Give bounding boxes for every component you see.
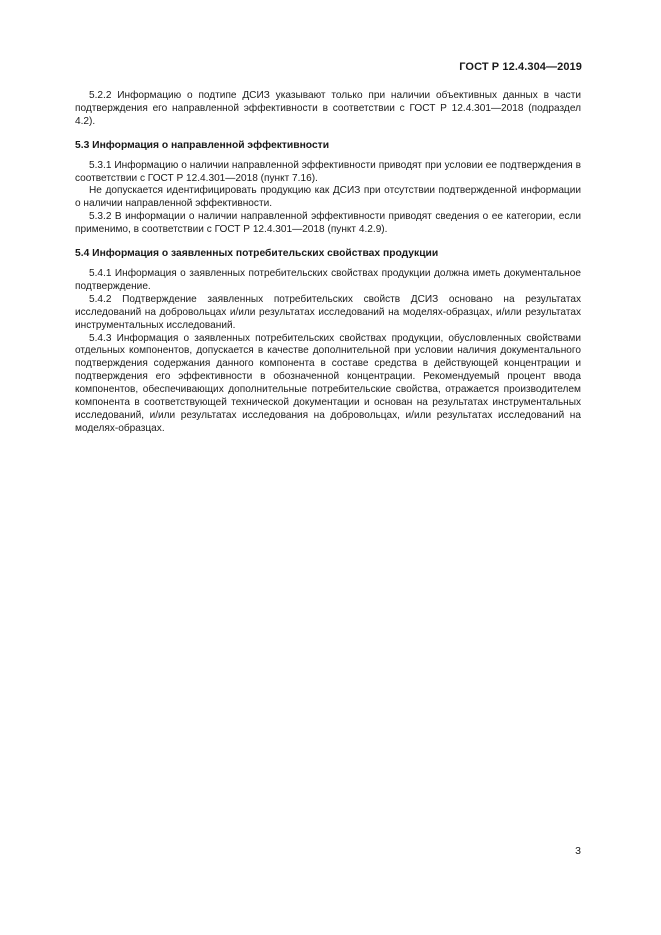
paragraph-5-2-2: 5.2.2 Информацию о подтипе ДСИЗ указывают только при наличии объективных данных в части подтверждения его направленной эффективности в соответствии с ГОСТ Р 12.4.301—2018 (подраздел 4.2). — [75, 90, 581, 127]
page-content — [75, 90, 581, 436]
document-code: ГОСТ Р 12.4.304—2019 — [459, 61, 582, 73]
paragraph-5-4-1: 5.4.1 Информация о заявленных потребительских свойствах продукции должна иметь документальное подтверждение. — [75, 267, 581, 292]
section-title-5-4: 5.4 Информация о заявленных потребительских свойствах продукции — [75, 248, 439, 260]
paragraph-5-3-2: 5.3.2 В информации о наличии направленной эффективности приводят сведения о ее категории, если применимо, в соответствии с ГОСТ Р 12.4.301—2018 (пункт 4.2.9). — [75, 211, 581, 236]
paragraph-5-4-2: 5.4.2 Подтверждение заявленных потребительских свойств ДСИЗ основано на результатах исследований на добровольцах и/или результатах исследований на моделях-образцах, и/или результатах инструментальных исследований. — [75, 293, 581, 331]
section-title-5-3: 5.3 Информация о направленной эффективности — [75, 139, 330, 151]
paragraph-5-3-1-continued: Не допускается идентифицировать продукцию как ДСИЗ при отсутствии подтвержденной информации о наличии направленной эффективности. — [75, 185, 581, 210]
page-number: 3 — [575, 845, 581, 857]
paragraph-5-4-3: 5.4.3 Информация о заявленных потребительских свойствах продукции, обусловленных свойствами отдельных компонентов, допускается в качестве дополнительной при условии наличия документального подтверждения содержания данного компонента в составе средства в действующей концентрации и подтверждения его эффективности в обозначенной концентрации. Рекомендуемый процент ввода компонентов, обеспечивающих дополнительные потребительские свойства, отражается производителем компонента в соответствующей технической документации и основан на результатах инструментальных исследований, и/или результатах исследования на добровольцах, и/или результатах исследований на моделях-образцах. — [75, 332, 581, 434]
paragraph-5-3-1: 5.3.1 Информацию о наличии направленной эффективности приводят при условии ее подтверждения в соответствии с ГОСТ Р 12.4.301—2018 (пункт 7.16). — [75, 159, 581, 184]
